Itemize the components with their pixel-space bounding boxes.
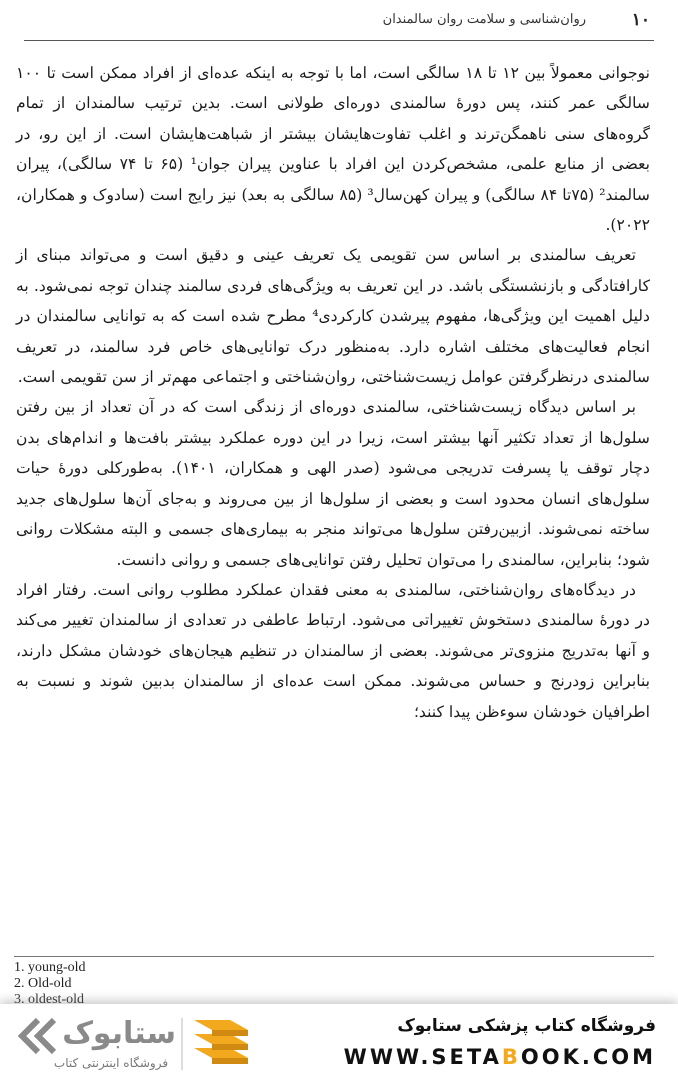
paragraph-3: بر اساس دیدگاه زیست‌شناختی، سالمندی دوره‌ای از زندگی است که در آن تعداد از بین رفتن سلول‌ها از تعداد تکثیر آنها بیشتر است، زیرا در این دوره عملکرد بیشتر بافت‌ها و اندام‌های بدن دچار توقف یا پسرفت تدریجی می‌شود (صدر الهی و همکاران، ۱۴۰۱). به‌طورکلی دورهٔ حیات سلول‌های انسان محدود است و بعضی از سلول‌ها از بین می‌روند و به‌جای آن‌ها سلول‌های جدید ساخته نمی‌شوند. ازبین‌رفتن سلول‌ها می‌تواند منجر به بیماری‌های جسمی و البته مشکلات روانی شود؛ بنابراین، سالمندی را می‌توان تحلیل رفتن توانایی‌های جسمی و روانی دانست. — [16, 398, 650, 569]
double-chevron-icon — [22, 1020, 54, 1052]
page-number: ۱۰ — [631, 10, 650, 30]
footnote-3: 3. oldest-old — [14, 992, 84, 1004]
store-url[interactable] — [344, 1042, 656, 1072]
footnote-1: 1. young-old — [14, 960, 86, 975]
setabook-logo[interactable] — [16, 1012, 266, 1076]
url-suffix: OOK.COM — [520, 1045, 656, 1069]
url-prefix: WWW.SETA — [343, 1045, 502, 1069]
logo-tagline: فروشگاه اینترنتی کتاب — [53, 1056, 169, 1070]
store-name: فروشگاه کتاب پزشکی ستابوک — [397, 1016, 656, 1036]
page-header — [0, 0, 678, 44]
logo-wordmark: ستابوک — [62, 1016, 176, 1051]
banner-store-info — [344, 1014, 656, 1072]
footnotes — [14, 960, 86, 1004]
paragraph-2: تعریف سالمندی بر اساس سن تقویمی یک تعریف عینی و دقیق است و می‌تواند مبنای از کارافتادگی و بازنشستگی باشد. در این تعریف به ویژگی‌های فردی سالمند چندان توجه نمی‌شود. به دلیل اهمیت این ویژگی‌ها، مفهوم پیرشدن کارکردی⁴ مطرح شده است که به توانایی سالمندان در انجام فعالیت‌های مختلف اشاره دارد. به‌منظور درک توانایی‌های خاص فرد سالمند، در تعریف سالمندی درنظرگرفتن عوامل زیست‌شناختی، روان‌شناختی و اجتماعی مهم‌تر از سن تقویمی است. — [16, 246, 650, 387]
store-banner[interactable] — [0, 1004, 678, 1080]
paragraph-1: نوجوانی معمولاً بین ۱۲ تا ۱۸ سالگی است، اما با توجه به اینکه عده‌ای از افراد ممکن است تا ۱۰۰ سالگی عمر کنند، پس دورهٔ سالمندی دوره‌ای طولانی است. بدین ترتیب سالمندان از تمام گروه‌های سنی ناهمگن‌ترند و اغلب تفاوت‌هایشان بیشتر از شباهت‌هایشان است. از این رو، در بعضی از منابع علمی، مشخص‌کردن این افراد با عناوین پیران جوان¹ (۶۵ تا ۷۴ سالگی)، پیران سالمند² (۷۵تا ۸۴ سالگی) و پیران کهن‌سال³ (۸۵ سالگی به بعد) نیز رایج است (سادوک و همکاران، ۲۰۲۲). — [16, 64, 651, 235]
footnote-2: 2. Old-old — [14, 976, 72, 991]
header-rule — [24, 40, 654, 41]
paragraph-4: در دیدگاه‌های روان‌شناختی، سالمندی به معنی فقدان عملکرد مطلوب روانی است. رفتار افراد در دورهٔ سالمندی دستخوش تغییراتی می‌شود. ارتباط عاطفی در تعدادی از سالمندان تغییر می‌کند و آنها به‌تدریج منزوی‌تر می‌شوند. بعضی از سالمندان در تنظیم هیجان‌های خودشان مشکل دارند، بنابراین زودرنج و حساس می‌شوند. ممکن است عده‌ای از سالمندان بدبین شوند و نسبت به اطرافیان خودشان سوءظن پیدا کنند؛ — [16, 580, 650, 721]
running-title: روان‌شناسی و سلامت روان سالمندان — [382, 12, 586, 27]
footnote-rule — [14, 956, 654, 957]
body-text — [16, 58, 650, 727]
book-stack-icon — [194, 1020, 248, 1064]
url-accent-letter: B — [501, 1045, 521, 1069]
